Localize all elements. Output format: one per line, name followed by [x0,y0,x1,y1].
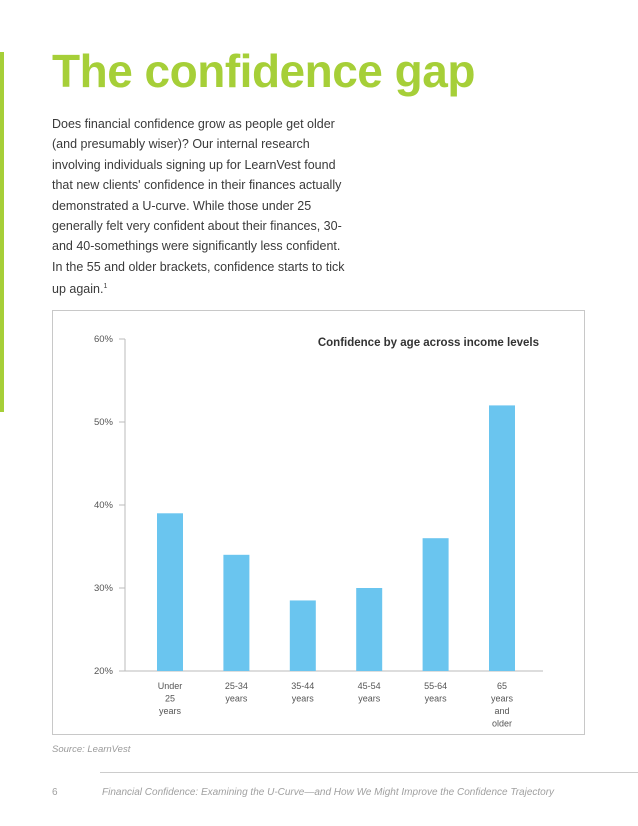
x-tick-label: and [494,706,510,716]
page-number: 6 [52,787,58,798]
footer-divider [100,772,638,773]
bar-1 [157,513,183,671]
page-title: The confidence gap [52,45,475,97]
x-tick-label: years [158,706,182,716]
y-tick-label: 40% [93,500,113,511]
y-tick-label: 20% [93,666,113,677]
y-tick-label: 30% [93,583,113,594]
bar-4 [356,588,382,671]
x-tick-label: 25 [164,693,176,704]
x-tick-label: years [424,693,447,704]
footer-title: Financial Confidence: Examining the U-Curve—and How We Might Improve the Confidence Trajectory [102,787,555,798]
x-tick-label: 55-64 [424,681,448,691]
bar-chart [53,311,586,736]
x-tick-label: older [491,718,513,729]
x-tick-label: Under [157,681,183,691]
y-tick-label: 50% [93,417,113,428]
source-note: Source: LearnVest [52,744,131,755]
chart-title: Confidence by age across income levels [317,337,539,349]
footnote-mark: 1 [103,283,108,291]
x-tick-label: 45-54 [357,681,381,691]
intro-paragraph [52,114,352,300]
bar-2 [223,555,249,671]
x-tick-label: years [225,693,248,704]
intro-text: Does financial confidence grow as people get older (and presumably wiser)? Our internal research involving individuals signing up for LearnVest found that new clients' confidence in their finances actually demonstrated a U-curve. While those under 25 generally felt very confident about their finances, 30- and 40-somethings were significantly less confident. In the 55 and older brackets, confidence starts to tick up again. [52,117,345,297]
bar-6 [489,405,515,671]
x-tick-label: 25-34 [224,681,248,691]
x-tick-label: years [490,693,514,704]
y-tick-label: 60% [93,334,113,345]
x-tick-label: years [291,693,314,704]
bar-3 [290,600,316,671]
bar-5 [423,538,449,671]
x-tick-label: 65 [496,681,508,691]
chart-container [52,310,585,735]
x-tick-label: years [358,693,381,704]
accent-bar [0,52,4,412]
x-tick-label: 35-44 [291,681,315,691]
